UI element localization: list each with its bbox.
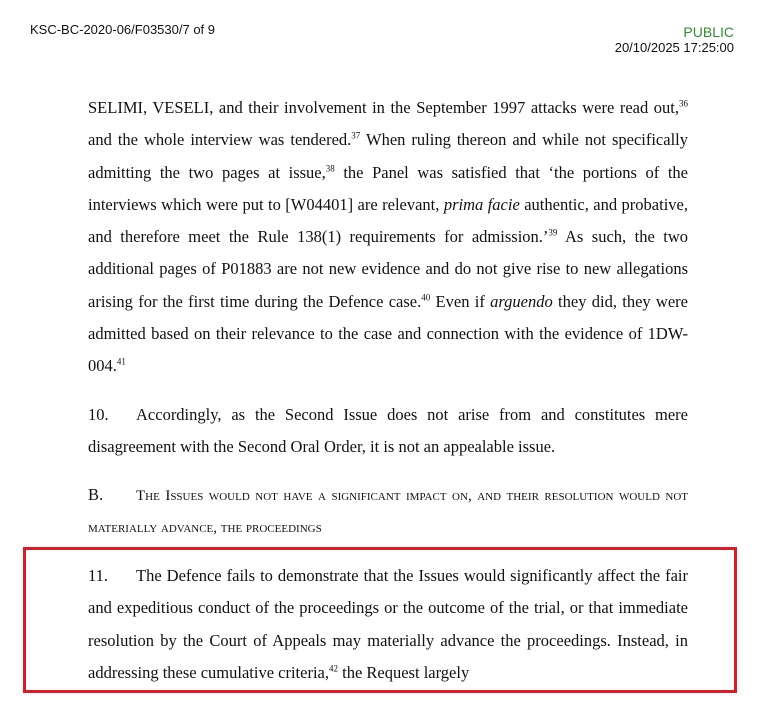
section-title: The Issues would not have a significant impact on, and their resolution would not materially advance, the proceedings xyxy=(88,488,688,537)
filing-timestamp: 20/10/2025 17:25:00 xyxy=(614,40,734,55)
paragraph-number: 10. xyxy=(88,404,109,424)
text-run: and the whole interview was tendered. xyxy=(88,130,352,150)
document-stamp xyxy=(615,24,734,56)
text-run: Accordingly, as the Second Issue does not arise from and constitutes mere disagreement with the Second Oral Order, it is not an appealable issue. xyxy=(88,404,688,456)
paragraph-11-container xyxy=(88,560,688,689)
footnote-ref[interactable]: 39 xyxy=(548,227,558,238)
text-run: the Panel was satisfied that ‘the portions of the interviews which were put to [W04401] are relevant, xyxy=(88,162,688,214)
text-run: Even if xyxy=(430,291,491,311)
text-run: As such, the two additional pages of P01883 are not new evidence and do not give rise to new allegations arising for the first time during the Defence case. xyxy=(88,227,688,311)
paragraph-10 xyxy=(88,399,688,464)
text-run: they did, they were admitted based on their relevance to the case and connection with the evidence of 1DW-004. xyxy=(88,291,688,376)
text-run: the Request largely xyxy=(338,662,470,682)
text-run: SELIMI, VESELI, and their involvement in the September 1997 attacks were read out, xyxy=(88,98,679,117)
text-run: When ruling thereon and while not specifically admitting the two pages at issue, xyxy=(88,130,688,182)
italic-term: arguendo xyxy=(490,291,553,311)
italic-term: prima facie xyxy=(443,194,520,214)
footnote-ref[interactable]: 40 xyxy=(421,292,431,303)
document-reference: KSC-BC-2020-06/F03530/7 of 9 xyxy=(30,22,215,37)
paragraph-11 xyxy=(88,560,688,689)
text-run: authentic, and probative, and therefore meet the Rule 138(1) requirements for admission.’ xyxy=(88,194,688,247)
section-heading-b xyxy=(88,479,688,544)
footnote-ref[interactable]: 36 xyxy=(679,98,688,109)
footnote-ref[interactable]: 42 xyxy=(329,663,338,674)
footnote-ref[interactable]: 41 xyxy=(116,356,126,367)
text-run: The Defence fails to demonstrate that the Issues would significantly affect the fair and expeditious conduct of the proceedings or the outcome of the trial, or that immediate resolution by the Court of Appeals may materially advance the proceedings. Instead, in addressing these cumulative criteria, xyxy=(88,566,688,682)
footnote-ref[interactable]: 37 xyxy=(351,130,361,141)
classification-label: PUBLIC xyxy=(683,24,734,40)
paragraph-9-continuation xyxy=(88,92,688,383)
footnote-ref[interactable]: 38 xyxy=(325,163,335,174)
document-body xyxy=(88,92,688,544)
paragraph-number: 11. xyxy=(88,566,109,585)
section-letter: B. xyxy=(88,485,104,505)
